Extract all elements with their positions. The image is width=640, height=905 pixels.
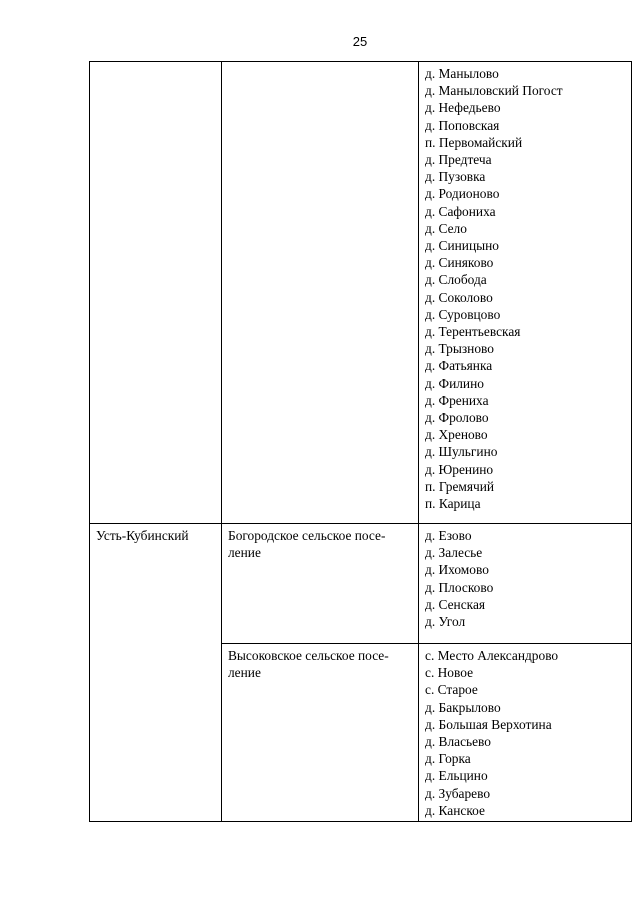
locality-item: д. Фатьянка — [425, 358, 493, 374]
locality-item: д. Синицыно — [425, 238, 499, 254]
locality-item: д. Угол — [425, 614, 466, 630]
locality-item: д. Сафониха — [425, 203, 496, 219]
locality-item: д. Соколово — [425, 289, 493, 305]
locality-item: с. Новое — [425, 665, 474, 681]
locality-item: д. Канское — [425, 802, 485, 818]
locality-item: д. Залесье — [425, 545, 483, 561]
locality-item: д. Езово — [425, 528, 472, 543]
locality-item: д. Синяково — [425, 255, 494, 271]
locality-item: д. Юренино — [425, 461, 494, 477]
locality-item: д. Трызново — [425, 341, 494, 357]
locality-item: д. Село — [425, 220, 467, 236]
locality-item: д. Шульгино — [425, 444, 498, 460]
locality-item: п. Гремячий — [425, 478, 495, 494]
locality-item: п. Первомайский — [425, 134, 523, 150]
page-number: 25 — [352, 34, 368, 49]
district-cell: Усть-Кубинский — [90, 524, 222, 822]
locality-item: д. Поповская — [425, 117, 500, 133]
localities-cell — [419, 644, 632, 822]
locality-item: д. Френиха — [425, 392, 489, 408]
locality-item: д. Слобода — [425, 272, 487, 288]
locality-item: д. Ихомово — [425, 562, 489, 578]
localities-cell — [419, 62, 632, 524]
settlements-table — [89, 61, 632, 822]
locality-item: д. Пузовка — [425, 169, 486, 185]
locality-item: д. Маныловский Погост — [425, 83, 563, 99]
locality-item: д. Большая Верхотина — [425, 716, 552, 732]
locality-item: с. Место Александрово — [425, 648, 559, 663]
locality-item: д. Хреново — [425, 427, 488, 443]
locality-item: д. Родионово — [425, 186, 500, 202]
locality-item: д. Филино — [425, 375, 484, 391]
locality-item: д. Манылово — [425, 66, 499, 81]
locality-item: д. Плосково — [425, 579, 494, 595]
settlement-cell — [222, 62, 419, 524]
locality-item: д. Сенская — [425, 596, 486, 612]
locality-item: д. Власьево — [425, 734, 491, 750]
locality-item: д. Нефедьево — [425, 100, 501, 116]
table-row — [90, 524, 632, 644]
locality-item: с. Старое — [425, 682, 478, 698]
table-row — [90, 62, 632, 524]
locality-item: д. Бакрылово — [425, 699, 501, 715]
locality-item: д. Суровцово — [425, 306, 501, 322]
locality-item: д. Горка — [425, 751, 471, 767]
district-cell — [90, 62, 222, 524]
locality-item: д. Терентьевская — [425, 324, 521, 340]
locality-item: п. Карица — [425, 496, 481, 512]
settlement-cell: Высоковское сельское посе-ление — [222, 644, 419, 822]
locality-item: д. Зубарево — [425, 785, 491, 801]
localities-cell — [419, 524, 632, 644]
locality-item: д. Фролово — [425, 410, 489, 426]
settlement-cell: Богородское сельское посе-ление — [222, 524, 419, 644]
locality-item: д. Ельцино — [425, 768, 488, 784]
locality-item: д. Предтеча — [425, 152, 492, 168]
